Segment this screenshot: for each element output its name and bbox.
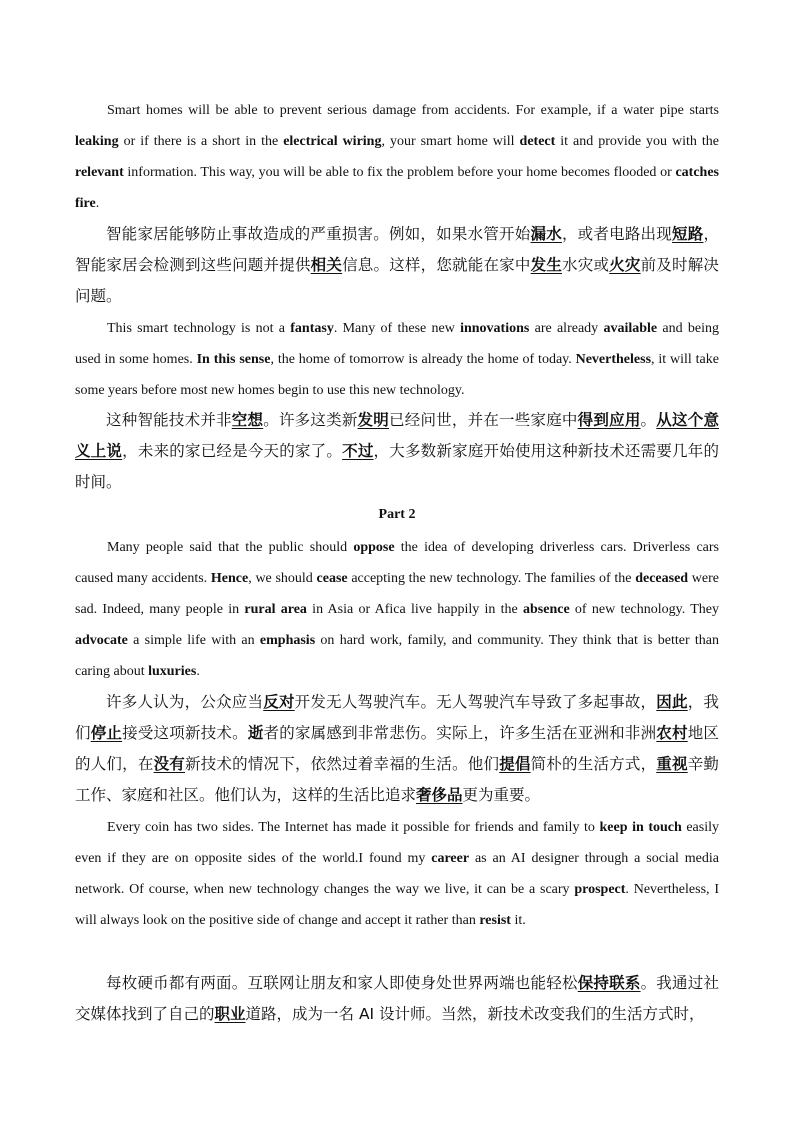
highlighted-term: 相关 <box>310 256 343 274</box>
highlighted-term: 得到应用 <box>577 411 641 429</box>
paragraph-zh-1 <box>75 219 719 312</box>
highlighted-term: Hence <box>210 571 249 586</box>
text-segment: 更为重要。 <box>462 786 541 804</box>
text-segment: 已经问世，并在一些家庭中 <box>389 411 578 429</box>
highlighted-term: emphasis <box>259 633 316 648</box>
text-segment: 这种智能技术并非 <box>106 411 232 429</box>
highlighted-term: catches fire <box>75 165 719 211</box>
highlighted-term: rural area <box>244 602 307 617</box>
text-segment: Many people said that the public should <box>107 540 354 555</box>
highlighted-term: keep in touch <box>599 820 682 835</box>
highlighted-term: 短路 <box>672 225 704 243</box>
text-segment: . <box>95 196 100 211</box>
highlighted-term: absence <box>523 602 570 617</box>
highlighted-term: advocate <box>75 633 128 648</box>
text-segment: and being used in some homes. <box>75 321 719 367</box>
highlighted-term: 发生 <box>530 256 563 274</box>
text-segment: 。我通过社交媒体找到了自己的 <box>75 974 719 1023</box>
text-segment: Smart homes will be able to prevent serious damage from accidents. For example, if a water pipe starts <box>107 103 719 118</box>
text-segment: it. <box>510 913 526 928</box>
highlighted-term: 发明 <box>357 411 389 429</box>
paragraph-en-2 <box>75 313 719 406</box>
text-segment: 者的家属感到非常悲伤。实际上，许多生活在亚洲和非洲 <box>263 724 657 742</box>
text-segment: a simple life with an <box>127 633 260 648</box>
paragraph-zh-2 <box>75 405 719 498</box>
text-segment: . Nevertheless, I will always look on the positive side of change and accept it rather than <box>75 882 719 928</box>
text-segment: 许多人认为，公众应当 <box>106 693 264 711</box>
text-segment: accepting the new technology. The families of the <box>347 571 636 586</box>
highlighted-term: 停止 <box>90 724 123 742</box>
highlighted-term: 火灾 <box>609 256 641 274</box>
text-segment: , it will take some years before most new homes begin to use this new technology. <box>75 352 719 398</box>
highlighted-term: 重视 <box>656 755 688 773</box>
text-segment: ，或者电路出现 <box>561 225 673 243</box>
paragraph-zh-4 <box>75 968 719 1030</box>
text-segment: easily even if they are on opposite sides of the world.I found my <box>75 820 719 866</box>
highlighted-term: 提倡 <box>499 755 531 773</box>
highlighted-term: 奢侈品 <box>416 786 463 804</box>
text-segment: , we should <box>248 571 317 586</box>
highlighted-term: innovations <box>460 321 530 336</box>
highlighted-term: cease <box>316 571 348 586</box>
highlighted-term: electrical wiring <box>283 134 382 149</box>
text-segment: 信息。这样，您就能在家中 <box>342 256 531 274</box>
text-segment: 道路，成为一名 AI 设计师。当然，新技术改变我们的生活方式时， <box>245 1005 705 1023</box>
text-segment: ，我们 <box>75 693 719 742</box>
highlighted-term: 空想 <box>231 411 264 429</box>
highlighted-term: 职业 <box>214 1005 246 1023</box>
text-segment: 地区的人们，在 <box>75 724 719 773</box>
highlighted-term: 不过 <box>342 442 374 460</box>
highlighted-term: available <box>603 321 658 336</box>
highlighted-term: 从这个意义上说 <box>75 411 719 460</box>
text-segment: 水灾或 <box>562 256 610 274</box>
highlighted-term: fantasy <box>290 321 334 336</box>
paragraph-zh-3 <box>75 687 719 811</box>
text-segment: 辛勤工作、家庭和社区。他们认为，这样的生活比追求 <box>75 755 719 804</box>
text-segment: it and provide you with the <box>555 134 719 149</box>
text-segment: as an AI designer through a social media network. Of course, when new technology changes the way we live, it can be a scary <box>75 851 719 897</box>
paragraph-en-4 <box>75 812 719 936</box>
highlighted-term: detect <box>519 134 556 149</box>
text-segment: 简朴的生活方式， <box>530 755 657 773</box>
highlighted-term: 漏水 <box>530 225 562 243</box>
highlighted-term: In this sense <box>196 352 271 367</box>
text-segment: 。 <box>640 411 657 429</box>
text-segment: 接受这项新技术。 <box>122 724 248 742</box>
text-segment: 新技术的情况下，依然过着幸福的生活。他们 <box>184 755 500 773</box>
text-segment: are already <box>529 321 604 336</box>
text-segment: information. This way, you will be able to fix the problem before your home becomes flooded or <box>123 165 676 180</box>
text-segment: 智能家居能够防止事故造成的严重损害。例如，如果水管开始 <box>106 225 531 243</box>
text-segment: ，未来的家已经是今天的家了。 <box>122 442 343 460</box>
highlighted-term: luxuries <box>148 664 197 679</box>
highlighted-term: deceased <box>635 571 689 586</box>
text-segment: on hard work, family, and community. They think that is better than caring about <box>75 633 719 679</box>
highlighted-term: 没有 <box>153 755 185 773</box>
text-segment: 。许多这类新 <box>263 411 358 429</box>
highlighted-term: leaking <box>75 134 119 149</box>
paragraph-en-3 <box>75 532 719 687</box>
text-segment: the idea of developing driverless cars. Driverless cars caused many accidents. <box>75 540 719 586</box>
highlighted-term: 逝 <box>247 724 264 742</box>
text-segment: . Many of these new <box>333 321 461 336</box>
text-segment: ，大多数新家庭开始使用这种新技术还需要几年的时间。 <box>75 442 719 491</box>
paragraph-en-1 <box>75 95 719 219</box>
text-segment: in Asia or Afica live happily in the <box>306 602 523 617</box>
text-segment: ，智能家居会检测到这些问题并提供 <box>75 225 719 274</box>
section-heading: Part 2 <box>378 507 416 522</box>
text-segment: or if there is a short in the <box>118 134 284 149</box>
text-segment: of new technology. They <box>569 602 720 617</box>
highlighted-term: relevant <box>75 165 124 180</box>
text-segment: 开发无人驾驶汽车。无人驾驶汽车导致了多起事故， <box>294 693 657 711</box>
text-segment: 前及时解决问题。 <box>75 256 719 305</box>
text-segment: Every coin has two sides. The Internet has made it possible for friends and family to <box>107 820 600 835</box>
text-segment: This smart technology is not a <box>107 321 291 336</box>
highlighted-term: 反对 <box>263 693 295 711</box>
text-segment: , the home of tomorrow is already the home of today. <box>270 352 576 367</box>
text-segment: were sad. Indeed, many people in <box>75 571 719 617</box>
highlighted-term: 农村 <box>656 724 688 742</box>
highlighted-term: oppose <box>353 540 395 555</box>
text-segment: , your smart home will <box>381 134 520 149</box>
highlighted-term: resist <box>479 913 511 928</box>
text-segment: . <box>196 664 200 679</box>
highlighted-term: 保持联系 <box>577 974 641 992</box>
highlighted-term: 因此 <box>656 693 688 711</box>
text-segment: 每枚硬币都有两面。互联网让朋友和家人即使身处世界两端也能轻松 <box>106 974 578 992</box>
highlighted-term: Nevertheless <box>575 352 652 367</box>
highlighted-term: prospect <box>574 882 626 897</box>
highlighted-term: career <box>431 851 470 866</box>
